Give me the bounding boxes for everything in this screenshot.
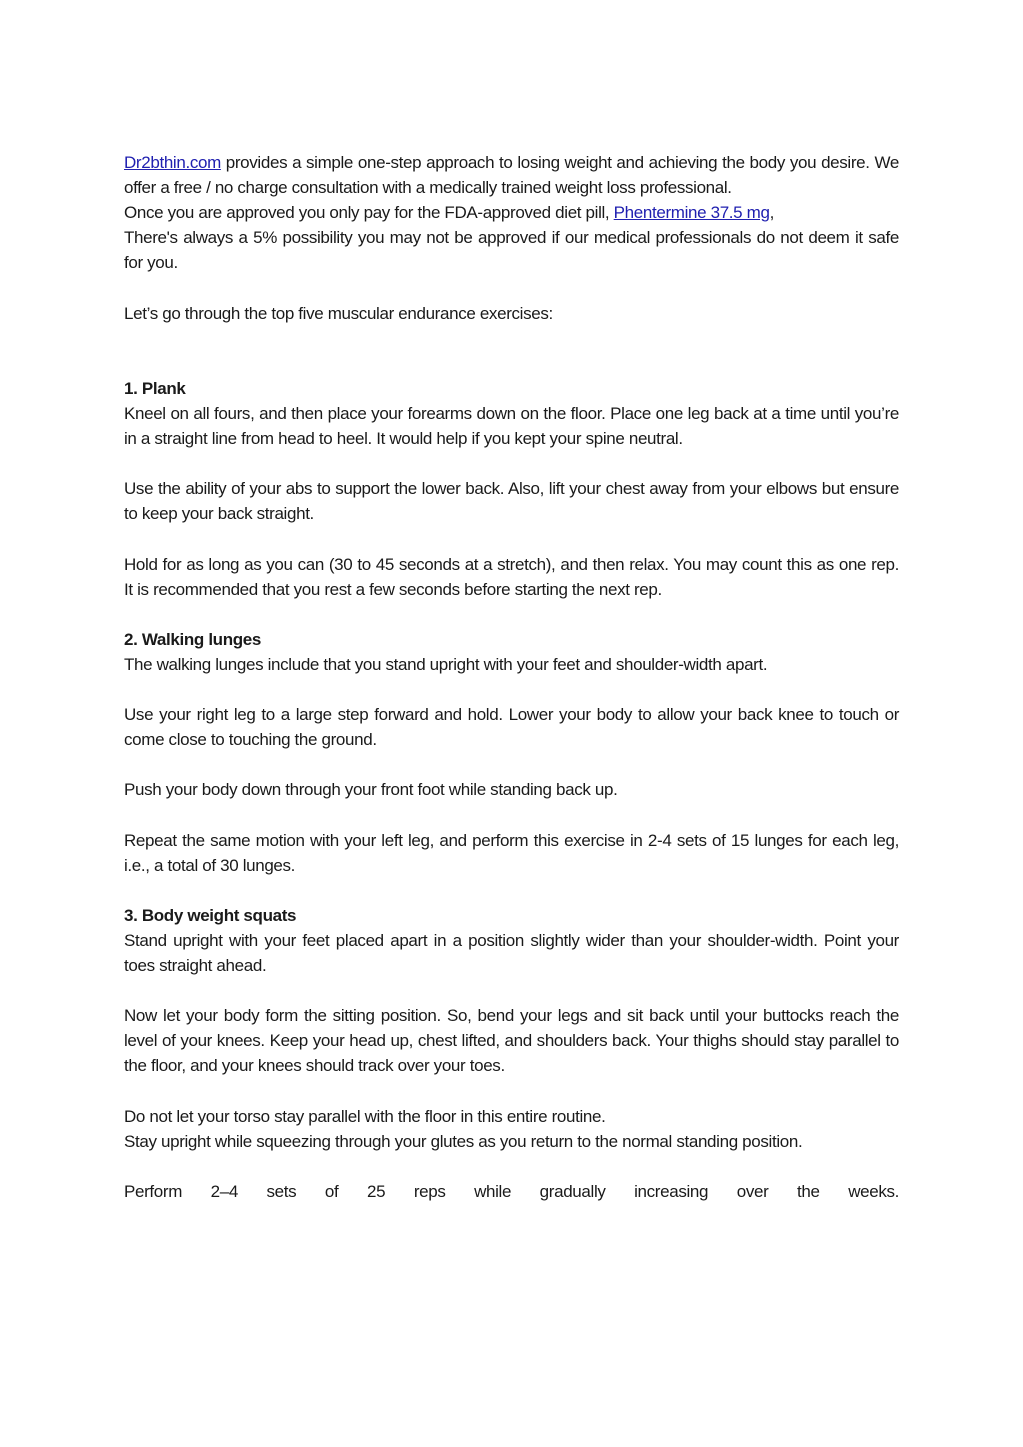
section-heading-plank: 1. Plank [124,378,186,398]
paragraph: Hold for as long as you can (30 to 45 seconds at a stretch), and then relax. You may count this as one rep. It is recommended that you rest a few seconds before starting the next rep. [124,554,899,599]
paragraph: Do not let your torso stay parallel with the floor in this entire routine. [124,1106,606,1126]
intro-paragraph [124,150,899,200]
paragraph: Stay upright while squeezing through your glutes as you return to the normal standing position. [124,1131,803,1151]
section-heading-squats: 3. Body weight squats [124,905,297,925]
paragraph: Push your body down through your front foot while standing back up. [124,780,618,800]
paragraph: Kneel on all fours, and then place your forearms down on the floor. Place one leg back at a time until you’re in a straight line from head to heel. It would help if you kept your spine neutral. [124,403,899,449]
paragraph: Use the ability of your abs to support the lower back. Also, lift your chest away from your elbows but ensure to keep your back straight. [124,479,899,524]
paragraph: Stand upright with your feet placed apart in a position slightly wider than your shoulder-width. Point your toes straight ahead. [124,930,899,975]
punctuation: , [769,203,774,223]
paragraph: The walking lunges include that you stand upright with your feet and shoulder-width apart. [124,654,768,674]
paragraph: Use your right leg to a large step forward and hold. Lower your body to allow your back knee to touch or come close to touching the ground. [124,705,899,750]
paragraph: Repeat the same motion with your left leg, and perform this exercise in 2-4 sets of 15 lunges for each leg, i.e., a total of 30 lunges. [124,830,899,875]
phentermine-link[interactable]: Phentermine 37.5 mg [613,203,770,223]
document-page [124,150,899,1204]
approval-text: Once you are approved you only pay for the FDA-approved diet pill, [124,203,614,223]
intro-text: provides a simple one-step approach to losing weight and achieving the body you desire. We offer a free / no charge consultation with a medically trained weight loss professional. [124,153,899,198]
lead-paragraph: Let’s go through the top five muscular endurance exercises: [124,303,553,323]
paragraph: Now let your body form the sitting position. So, bend your legs and sit back until your buttocks reach the level of your knees. Keep your head up, chest lifted, and shoulders back. Your thighs should stay parallel to the floor, and your knees should track over your toes. [124,1006,899,1076]
disclaimer-paragraph: There's always a 5% possibility you may not be approved if our medical professionals do not deem it safe for you. [124,228,899,273]
approval-paragraph [124,200,899,225]
dr2bthin-link[interactable]: Dr2bthin.com [124,153,221,172]
paragraph: Perform 2–4 sets of 25 reps while gradually increasing over the weeks. [124,1181,899,1201]
section-heading-lunges: 2. Walking lunges [124,629,261,649]
